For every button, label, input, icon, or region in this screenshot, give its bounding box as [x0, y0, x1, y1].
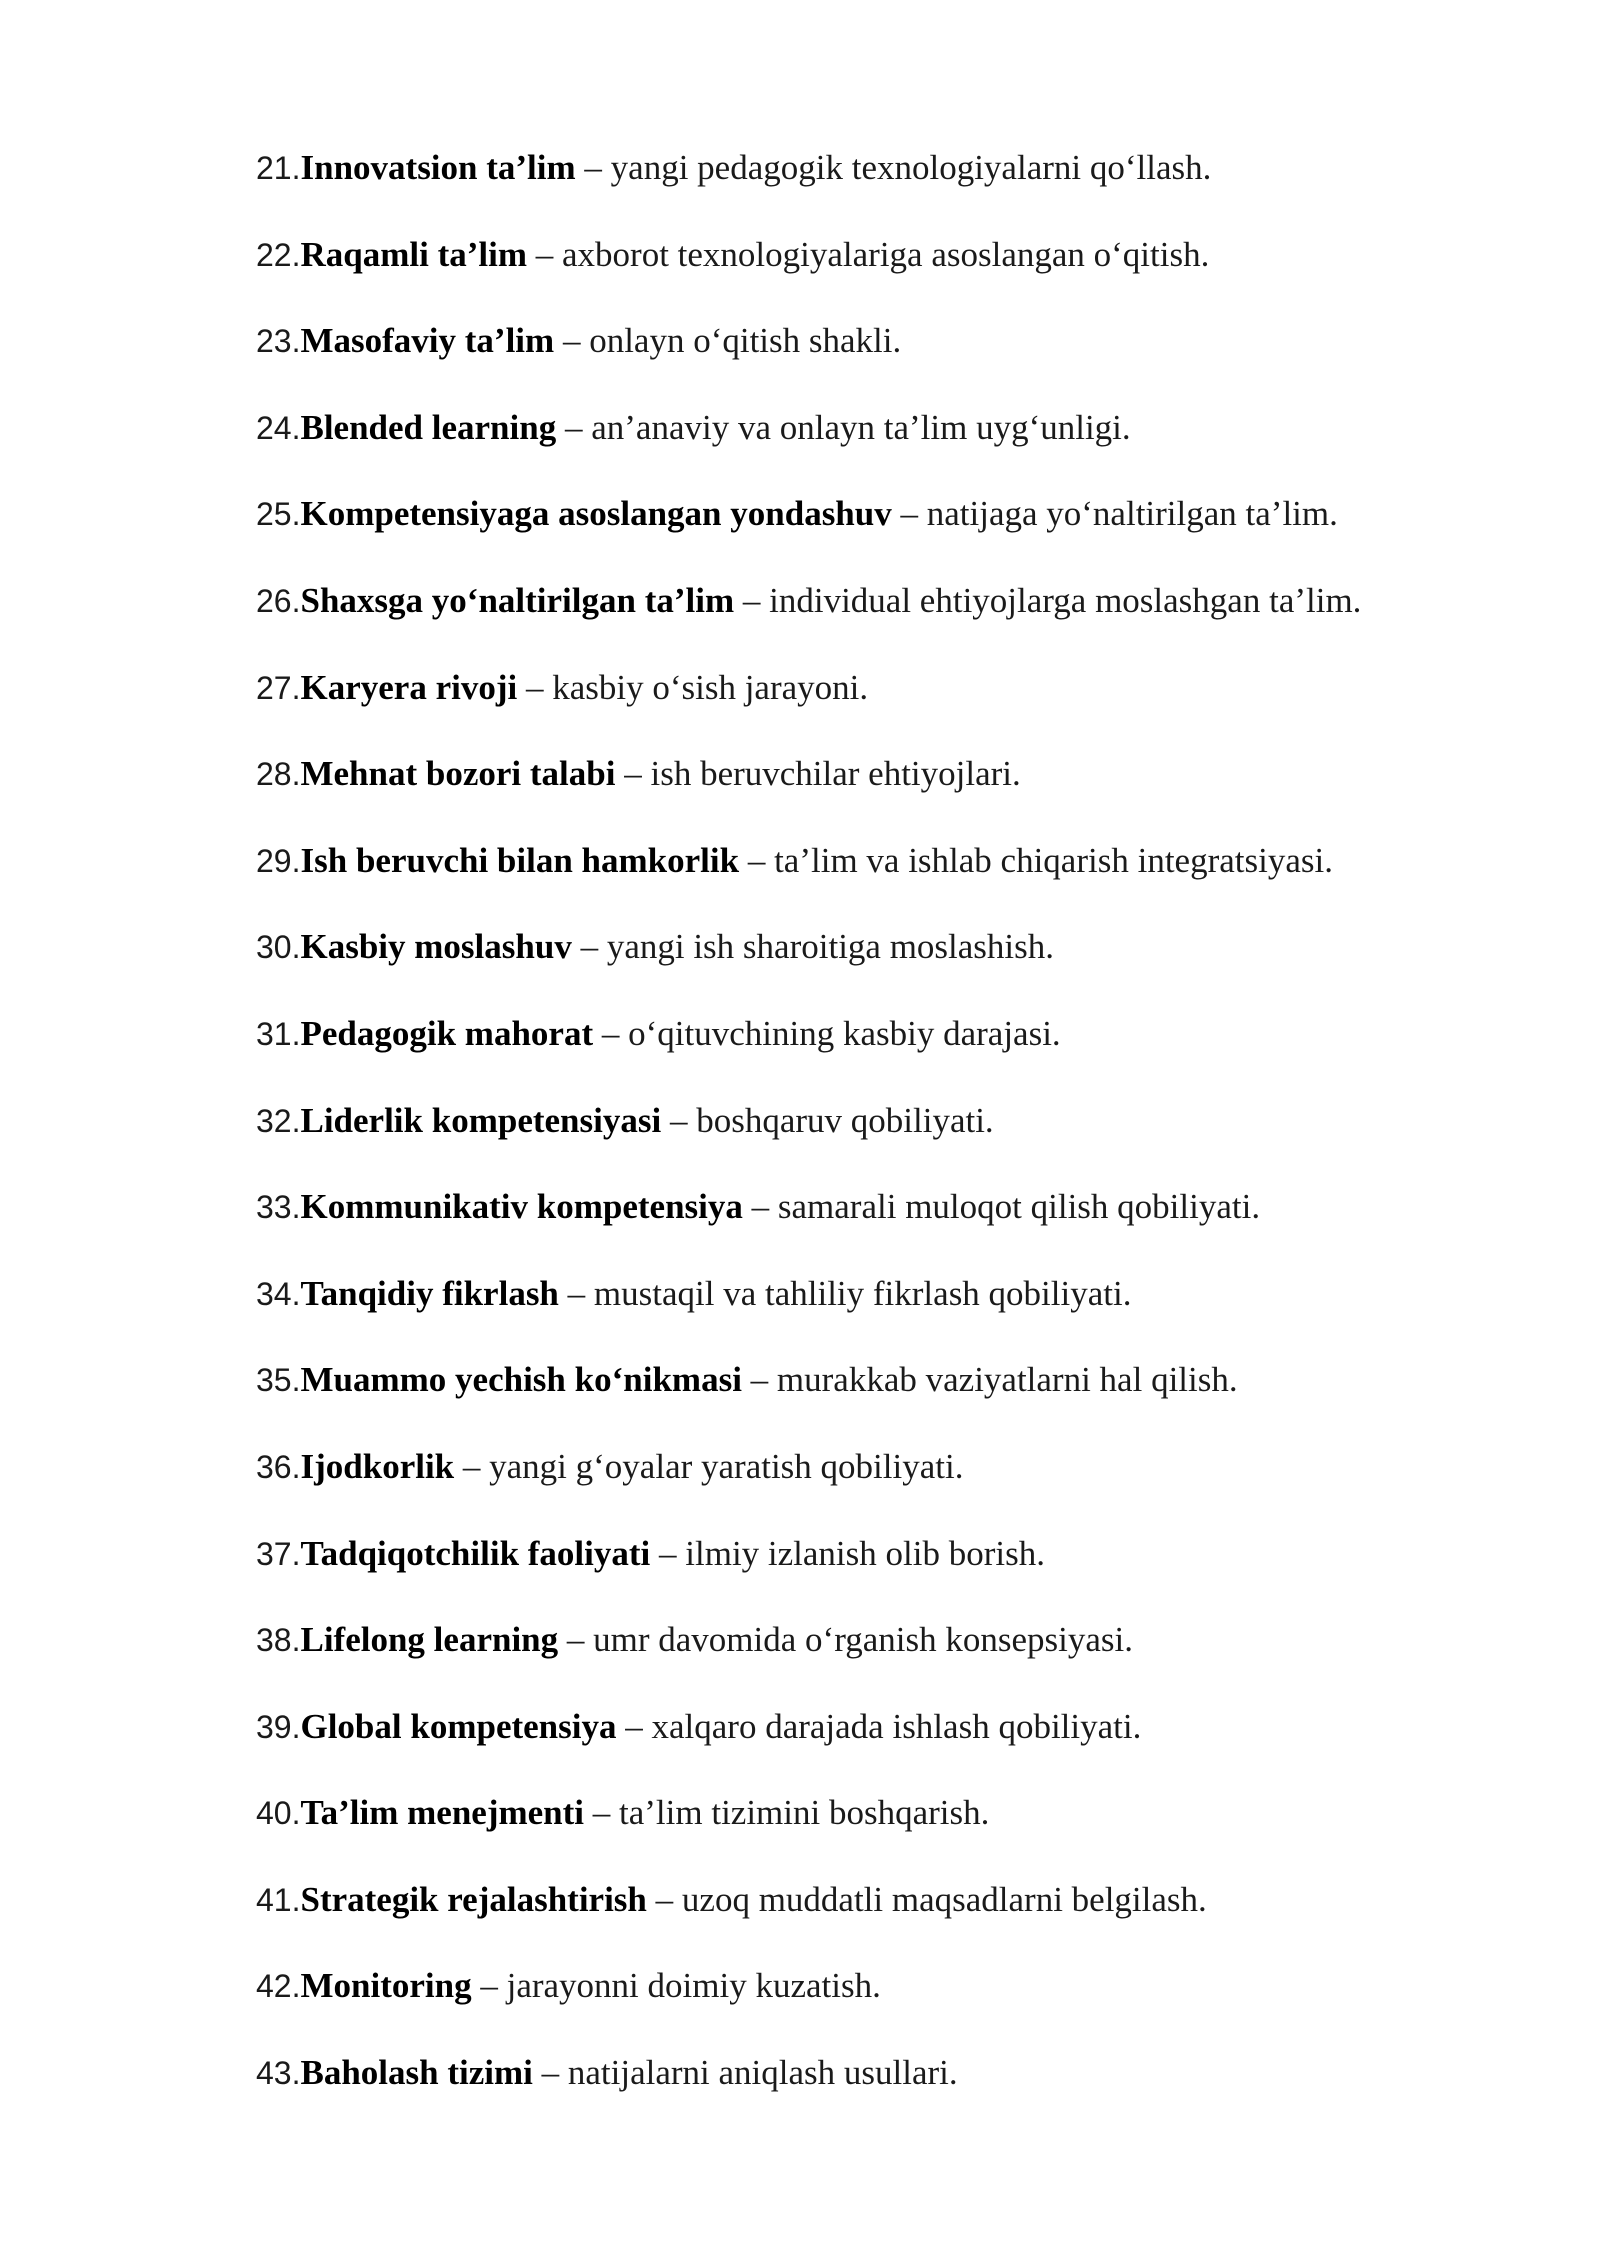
list-item: [256, 323, 1506, 410]
term-definition: – samarali muloqot qilish qobiliyati.: [742, 1187, 1261, 1227]
term-definition: – an’anaviy va onlayn ta’lim uyg‘unligi.: [556, 407, 1131, 447]
term-name: Ijodkorlik: [300, 1446, 455, 1486]
term-name: Pedagogik mahorat: [300, 1013, 594, 1053]
item-number: 21.: [256, 150, 301, 186]
glossary-list: [256, 150, 1506, 2142]
item-number: 25.: [256, 496, 301, 533]
list-item: [256, 2055, 1506, 2142]
term-name: Strategik rejalashtirish: [300, 1879, 647, 1919]
list-item: [256, 407, 1506, 497]
item-number: 38.: [256, 1622, 301, 1659]
term-name: Kompetensiyaga asoslangan yondashuv: [300, 494, 892, 534]
term-definition: – kasbiy o‘sish jarayoni.: [517, 667, 869, 707]
list-item: [256, 1100, 1506, 1190]
term-definition: – axborot texnologiyalariga asoslangan o‘qitish.: [527, 234, 1210, 274]
term-name: Global kompetensiya: [300, 1706, 617, 1746]
term-definition: – o‘qituvchining kasbiy darajasi.: [593, 1013, 1061, 1053]
term-definition: – yangi pedagogik texnologiyalarni qo‘llash.: [575, 148, 1212, 187]
term-name: Shaxsga yo‘naltirilgan ta’lim: [300, 580, 735, 620]
term-name: Muammo yechish ko‘nikmasi: [300, 1360, 742, 1400]
list-item: [256, 1446, 1506, 1536]
list-item: [256, 1273, 1506, 1363]
term-definition: – murakkab vaziyatlarni hal qilish.: [741, 1360, 1238, 1400]
item-number: 37.: [256, 1535, 301, 1572]
term-definition: – boshqaruv qobiliyati.: [661, 1100, 994, 1140]
list-item: [256, 840, 1506, 930]
item-number: 26.: [256, 582, 301, 619]
item-number: 35.: [256, 1362, 301, 1399]
item-number: 41.: [256, 1881, 301, 1918]
item-number: 32.: [256, 1102, 301, 1139]
term-definition: – yangi ish sharoitiga moslashish.: [571, 927, 1055, 967]
item-number: 30.: [256, 929, 301, 966]
list-item: [256, 1189, 1506, 1276]
term-name: Kasbiy moslashuv: [300, 927, 572, 967]
term-definition: – mustaqil va tahliliy fikrlash qobiliyati.: [558, 1273, 1132, 1313]
item-number: 43.: [256, 2055, 301, 2092]
term-name: Mehnat bozori talabi: [300, 754, 616, 794]
list-item: [256, 1706, 1506, 1796]
item-number: 22.: [256, 236, 301, 273]
item-number: 27.: [256, 669, 301, 706]
term-name: Blended learning: [300, 407, 557, 447]
list-item: [256, 1362, 1506, 1449]
list-item: [256, 234, 1506, 324]
term-name: Masofaviy ta’lim: [300, 321, 555, 361]
list-item: [256, 150, 1506, 237]
list-item: [256, 1968, 1506, 2055]
item-number: 34.: [256, 1275, 301, 1312]
term-definition: – individual ehtiyojlarga moslashgan ta’lim.: [734, 580, 1362, 620]
item-number: 31.: [256, 1015, 301, 1052]
term-name: Monitoring: [300, 1966, 472, 2006]
term-definition: – xalqaro darajada ishlash qobiliyati.: [616, 1706, 1142, 1746]
term-name: Ta’lim menejmenti: [300, 1793, 585, 1833]
item-number: 39.: [256, 1708, 301, 1745]
term-name: Kommunikativ kompetensiya: [300, 1187, 743, 1227]
term-name: Ish beruvchi bilan hamkorlik: [300, 840, 740, 880]
term-definition: – natijaga yo‘naltirilgan ta’lim.: [891, 494, 1338, 534]
term-definition: – uzoq muddatli maqsadlarni belgilash.: [646, 1879, 1207, 1919]
list-item: [256, 1879, 1506, 1969]
list-item: [256, 1795, 1506, 1882]
item-number: 36.: [256, 1448, 301, 1485]
term-definition: – ta’lim va ishlab chiqarish integratsiyasi.: [739, 840, 1333, 880]
term-name: Innovatsion ta’lim: [300, 148, 576, 187]
term-definition: – ilmiy izlanish olib borish.: [650, 1533, 1045, 1573]
item-number: 29.: [256, 842, 301, 879]
item-number: 42.: [256, 1968, 301, 2005]
list-item: [256, 1622, 1506, 1709]
term-name: Baholash tizimi: [300, 2053, 533, 2093]
term-name: Karyera rivoji: [300, 667, 518, 707]
term-definition: – umr davomida o‘rganish konsepsiyasi.: [558, 1620, 1133, 1660]
term-definition: – yangi g‘oyalar yaratish qobiliyati.: [454, 1446, 964, 1486]
list-item: [256, 929, 1506, 1016]
list-item: [256, 580, 1506, 670]
list-item: [256, 1013, 1506, 1103]
item-number: 40.: [256, 1795, 301, 1832]
term-name: Raqamli ta’lim: [300, 234, 527, 274]
term-name: Lifelong learning: [300, 1620, 559, 1660]
term-name: Tanqidiy fikrlash: [300, 1273, 559, 1313]
term-name: Liderlik kompetensiyasi: [300, 1100, 662, 1140]
item-number: 28.: [256, 756, 301, 793]
term-definition: – ish beruvchilar ehtiyojlari.: [615, 754, 1021, 794]
list-item: [256, 667, 1506, 757]
term-definition: – natijalarni aniqlash usullari.: [532, 2053, 958, 2093]
item-number: 24.: [256, 409, 301, 446]
list-item: [256, 756, 1506, 843]
term-definition: – onlayn o‘qitish shakli.: [554, 321, 902, 361]
list-item: [256, 1533, 1506, 1623]
item-number: 33.: [256, 1189, 301, 1226]
term-definition: – ta’lim tizimini boshqarish.: [584, 1793, 990, 1833]
item-number: 23.: [256, 323, 301, 360]
term-definition: – jarayonni doimiy kuzatish.: [471, 1966, 881, 2006]
list-item: [256, 496, 1506, 583]
term-name: Tadqiqotchilik faoliyati: [300, 1533, 651, 1573]
